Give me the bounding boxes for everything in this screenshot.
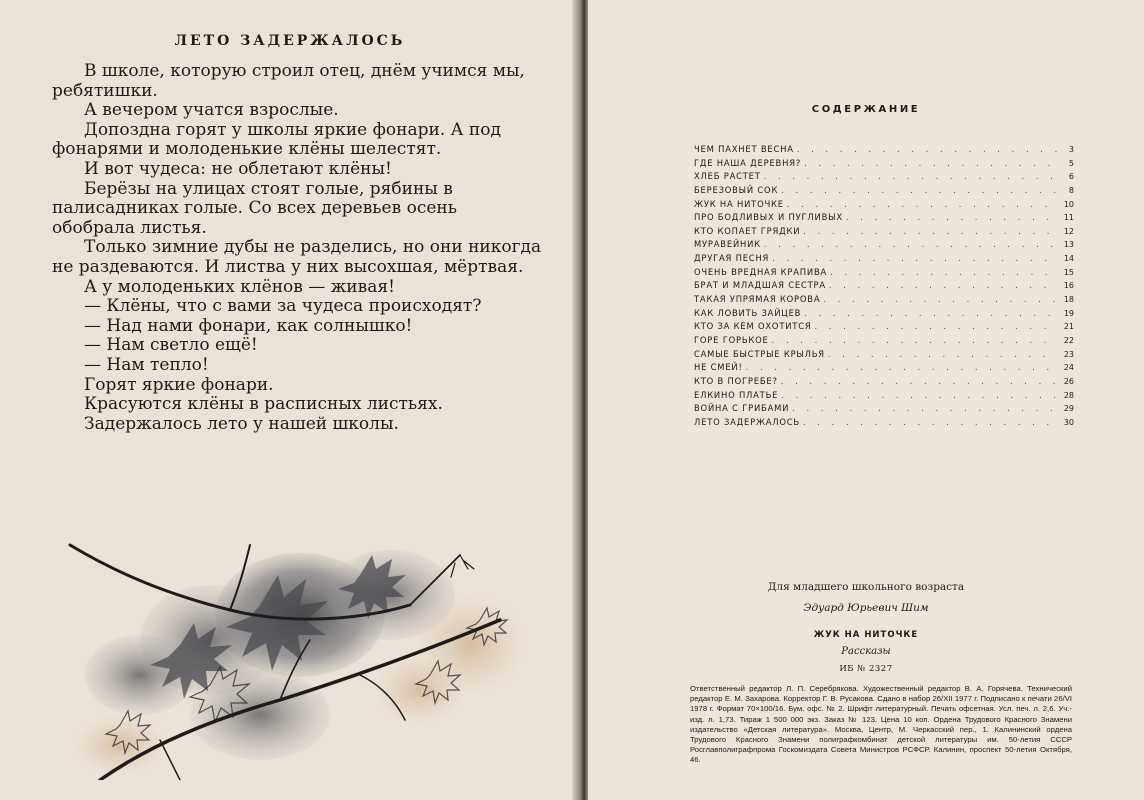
toc-entry-title: ХЛЕБ РАСТЕТ: [694, 171, 761, 182]
maple-branch-illustration: [60, 525, 530, 780]
toc-leader-dots: [784, 198, 1058, 212]
toc-entry-page: 23: [1063, 349, 1074, 359]
toc-entry: [694, 211, 1074, 225]
toc-entry-page: 13: [1063, 240, 1074, 250]
toc-entry: [694, 293, 1074, 307]
toc-entry: [694, 225, 1074, 239]
story-paragraph: Только зимние дубы не разделись, но они никогда не раздеваются. И листва у них высохшая, мёртвая.: [52, 237, 542, 277]
story-paragraph: Красуются клёны в расписных листьях.: [84, 394, 443, 415]
toc-entry-title: ГОРЕ ГОРЬКОЕ: [694, 334, 769, 345]
age-note: Для младшего школьного возраста: [767, 581, 965, 593]
toc-entry-page: 14: [1063, 254, 1074, 264]
story-paragraph: В школе, которую строил отец, днём учимся мы, ребятишки.: [52, 61, 525, 101]
story-paragraph: — Клёны, что с вами за чудеса происходят?: [84, 296, 482, 317]
toc-entry: [694, 157, 1074, 171]
toc-entry-title: КТО КОПАЕТ ГРЯДКИ: [694, 225, 801, 236]
toc-entry: [694, 375, 1074, 389]
book-genre: Рассказы: [841, 646, 891, 657]
story-paragraph: — Нам тепло!: [84, 354, 209, 375]
toc-entry-title: ЛЕТО ЗАДЕРЖАЛОСЬ: [694, 416, 800, 427]
toc-entry-title: ВОЙНА С ГРИБАМИ: [694, 403, 790, 414]
toc-entry-title: ОЧЕНЬ ВРЕДНАЯ КРАПИВА: [694, 266, 828, 277]
toc-entry-title: КТО В ПОГРЕБЕ?: [694, 375, 778, 386]
toc-entry-title: ЖУК НА НИТОЧКЕ: [694, 198, 784, 209]
toc-leader-dots: [800, 416, 1058, 430]
toc-leader-dots: [800, 225, 1058, 239]
toc-entry: [694, 238, 1074, 252]
toc-entry-page: 26: [1063, 376, 1074, 386]
toc-entry-title: ГДЕ НАША ДЕРЕВНЯ?: [694, 157, 802, 168]
toc-leader-dots: [801, 307, 1058, 321]
toc-entry: [694, 279, 1074, 293]
story-text: [52, 62, 542, 434]
story-paragraph: Берёзы на улицах стоят голые, рябины в палисадниках голые. Со всех деревьев осень обобрала листья.: [52, 178, 457, 238]
toc-entry-page: 6: [1068, 172, 1074, 182]
toc-entry-title: ЕЛКИНО ПЛАТЬЕ: [694, 389, 779, 400]
toc-entry-page: 19: [1063, 308, 1074, 318]
ib-number: ИБ № 2327: [839, 664, 893, 674]
toc-entry: [694, 307, 1074, 321]
toc-entry-page: 28: [1063, 390, 1074, 400]
toc-entry-title: ТАКАЯ УПРЯМАЯ КОРОВА: [694, 294, 821, 305]
toc-entry-page: 3: [1068, 145, 1074, 154]
toc-leader-dots: [826, 279, 1058, 293]
toc-entry-title: ПРО БОДЛИВЫХ И ПУГЛИВЫХ: [694, 212, 843, 223]
story-paragraph: А у молоденьких клёнов — живая!: [84, 276, 395, 297]
story-paragraph: Горят яркие фонари.: [84, 374, 274, 395]
story-paragraph: И вот чудеса: не облетают клёны!: [84, 158, 392, 179]
toc-entry-page: 29: [1063, 404, 1074, 414]
toc-leader-dots: [769, 334, 1058, 348]
story-paragraph: А вечером учатся взрослые.: [84, 100, 339, 121]
toc-leader-dots: [789, 402, 1058, 416]
publication-credits: Ответственный редактор Л. П. Серебрякова. Художественный редактор В. А. Горячева. Технический редактор Е. М. Захарова. Корректор Г. В. Русакова. Сдано в набор 26/XII 1977 г. Подписано к печати 26/VI 1978 г. Формат 70×100/16. Бум. офс. № 2. Шрифт литературный. Печать офсетная. Усл. печ. л. 2,6. Уч.-изд. л. 1,73. Тираж 1 500 000 экз. Заказ № 123. Цена 10 коп. Ордена Трудового Красного Знамени издательство «Детская литература». Москва, Центр, М. Черкасский пер., 1. Калининский ордена Трудового Красного Знамени полиграфкомбинат детской литературы им. 50-летия СССР Росглавполиграфпрома Госкомиздата Совета Министров РСФСР. Калинин, проспект 50-летия Октября, 46.: [690, 684, 1072, 765]
toc-entry-page: 8: [1068, 185, 1074, 195]
toc-entry-page: 21: [1063, 322, 1074, 332]
toc-leader-dots: [843, 211, 1058, 225]
toc-leader-dots: [778, 375, 1058, 389]
toc-entry-title: КТО ЗА КЕМ ОХОТИТСЯ: [694, 321, 812, 332]
story-paragraph: Задержалось лето у нашей школы.: [84, 413, 399, 434]
toc-entry: [694, 143, 1074, 157]
toc-entry: [694, 184, 1074, 198]
toc-entry: [694, 361, 1074, 375]
toc-entry: [694, 320, 1074, 334]
toc-entry-page: 30: [1063, 417, 1074, 427]
toc-entry-page: 24: [1063, 363, 1074, 373]
story-paragraph: — Над нами фонари, как солнышко!: [84, 315, 413, 336]
toc-leader-dots: [761, 170, 1058, 184]
toc-entry: [694, 334, 1074, 348]
toc-entry: [694, 170, 1074, 184]
toc-leader-dots: [827, 266, 1058, 280]
toc-entry-title: БЕРЕЗОВЫЙ СОК: [694, 184, 779, 195]
toc-entry-title: ЧЕМ ПАХНЕТ ВЕСНА: [694, 144, 794, 154]
table-of-contents: [694, 143, 1074, 429]
toc-leader-dots: [778, 184, 1058, 198]
toc-entry-title: КАК ЛОВИТЬ ЗАЙЦЕВ: [694, 307, 802, 318]
toc-entry-page: 5: [1068, 158, 1074, 168]
toc-entry-page: 18: [1063, 295, 1074, 305]
toc-entry-page: 15: [1063, 267, 1074, 277]
story-paragraph: Допоздна горят у школы яркие фонари. А под фонарями и молоденькие клёны шелестят.: [52, 119, 501, 160]
toc-entry-title: САМЫЕ БЫСТРЫЕ КРЫЛЬЯ: [694, 348, 825, 359]
toc-entry: [694, 348, 1074, 362]
toc-leader-dots: [769, 252, 1058, 266]
toc-entry: [694, 389, 1074, 403]
toc-leader-dots: [825, 348, 1058, 362]
story-title: ЛЕТО ЗАДЕРЖАЛОСЬ: [174, 33, 406, 49]
toc-entry-title: БРАТ И МЛАДШАЯ СЕСТРА: [694, 280, 826, 291]
toc-entry-title: НЕ СМЕЙ!: [694, 362, 743, 373]
toc-leader-dots: [761, 238, 1058, 252]
toc-entry: [694, 252, 1074, 266]
toc-title: СОДЕРЖАНИЕ: [811, 104, 921, 115]
toc-entry: [694, 416, 1074, 430]
toc-leader-dots: [743, 361, 1058, 375]
toc-entry-title: МУРАВЕЙНИК: [694, 239, 761, 250]
story-paragraph: — Нам светло ещё!: [84, 335, 258, 356]
book-title: ЖУК НА НИТОЧКЕ: [813, 630, 919, 640]
toc-entry-page: 11: [1063, 213, 1074, 223]
toc-entry-title: ДРУГАЯ ПЕСНЯ: [694, 253, 770, 264]
toc-entry: [694, 266, 1074, 280]
toc-entry-page: 16: [1063, 281, 1074, 291]
toc-entry-page: 12: [1063, 226, 1074, 236]
toc-leader-dots: [812, 320, 1059, 334]
toc-entry-page: 10: [1063, 199, 1074, 209]
toc-leader-dots: [778, 389, 1058, 403]
toc-entry-page: 22: [1063, 335, 1074, 345]
toc-entry: [694, 402, 1074, 416]
toc-entry: [694, 198, 1074, 212]
author-name: Эдуард Юрьевич Шим: [803, 602, 929, 614]
toc-leader-dots: [820, 293, 1058, 307]
right-page: [588, 0, 1144, 800]
toc-leader-dots: [794, 143, 1058, 157]
toc-leader-dots: [801, 157, 1058, 171]
